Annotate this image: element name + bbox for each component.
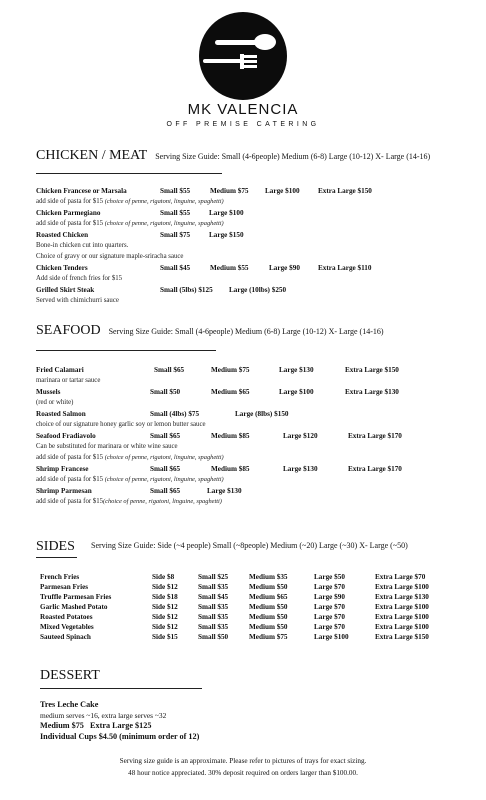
item-price: Extra Large $170 [348,465,402,473]
section-rule [36,557,77,558]
side-item-name: Truffle Parmesan Fries [40,593,112,601]
item-price: Extra Large $150 [318,187,372,195]
item-price: Small $65 [150,465,181,473]
side-item-price: Small $35 [198,583,229,591]
item-price: Small $45 [160,264,191,272]
item-price: Small $55 [160,209,191,217]
item-price: Medium $85 [211,465,250,473]
dessert-cups: Individual Cups $4.50 (minimum order of 12) [40,732,200,741]
side-item-name: Roasted Potatoes [40,613,93,621]
side-item-price: Extra Large $70 [375,573,426,581]
item-note: (red or white) [36,399,74,406]
serving-guide: Serving Size Guide: Small (4-6people) Medium (6-8) Large (10-12) X- Large (14-16) [155,152,431,161]
item-price: Medium $75 [211,366,250,374]
item-price: Large (8lbs) $150 [235,410,289,418]
item-price: Large $100 [265,187,300,195]
side-item-price: Medium $50 [249,583,288,591]
side-item-price: Extra Large $100 [375,583,429,591]
side-item-price: Small $35 [198,623,229,631]
side-item-name: Sauteed Spinach [40,633,91,641]
footer-note: Serving size guide is an approximate. Please refer to pictures of trays for exact sizing. [119,757,367,765]
side-item-price: Extra Large $100 [375,613,429,621]
item-note: add side of pasta for $15 (choice of penne, rigatoni, linguine, spaghetti) [36,220,224,227]
sides-header [36,537,75,555]
item-name: Seafood Fradiavolo [36,432,96,440]
side-item-price: Side $12 [152,603,178,611]
item-price: Extra Large $110 [318,264,372,272]
side-item-price: Small $35 [198,613,229,621]
item-name: Shrimp Parmesan [36,487,92,495]
item-name: Roasted Salmon [36,410,86,418]
side-item-price: Small $50 [198,633,229,641]
item-name: Chicken Francese or Marsala [36,187,127,195]
item-price: Medium $65 [211,388,250,396]
fork-knife-spoon-logo [197,10,289,102]
item-price: Large (10lbs) $250 [229,286,287,294]
side-item-name: French Fries [40,573,80,581]
item-note: add side of pasta for $15 (choice of penne, rigatoni, linguine, spaghetti) [36,198,224,205]
item-note: Choice of gravy or our signature maple-sriracha sauce [36,253,184,260]
section-title: SIDES [36,539,75,554]
item-price: Large $150 [209,231,244,239]
side-item-price: Large $100 [314,633,349,641]
side-item-price: Extra Large $100 [375,603,429,611]
side-item-price: Large $70 [314,623,345,631]
side-item-price: Side $12 [152,623,178,631]
item-price: Large $130 [207,487,242,495]
item-price: Small $75 [160,231,191,239]
item-price: Small $65 [154,366,185,374]
item-price: Extra Large $130 [345,388,399,396]
side-item-price: Large $70 [314,613,345,621]
item-price: Large $100 [279,388,314,396]
item-price: Large $100 [209,209,244,217]
side-item-price: Large $50 [314,573,345,581]
dessert-price: Medium $75 Extra Large $125 [40,721,152,730]
item-price: Large $130 [283,465,318,473]
item-note: add side of pasta for $15 (choice of penne, rigatoni, linguine, spaghetti) [36,476,224,483]
section-title: DESSERT [40,668,100,683]
item-name: Chicken Parmegiano [36,209,101,217]
side-item-price: Extra Large $100 [375,623,429,631]
footer-note: 48 hour notice appreciated. 30% deposit required on orders larger than $100.00. [128,769,358,777]
side-item-name: Mixed Vegetables [40,623,94,631]
item-price: Small $55 [160,187,191,195]
item-name: Shrimp Francese [36,465,89,473]
section-rule [40,688,202,689]
item-note: marinara or tartar sauce [36,377,101,384]
item-note: Can be substituted for marinara or white wine sauce [36,443,178,450]
item-note: add side of pasta for $15 (choice of penne, rigatoni, linguine, spaghetti) [36,454,224,461]
item-price: Small (4lbs) $75 [150,410,200,418]
side-item-price: Medium $50 [249,613,288,621]
dessert-name: Tres Leche Cake [40,700,99,709]
item-note: add side of pasta for $15(choice of penne, rigatoni, linguine, spaghetti) [36,498,222,505]
side-item-price: Large $90 [314,593,345,601]
side-item-price: Extra Large $150 [375,633,429,641]
item-price: Medium $55 [210,264,249,272]
section-title: SEAFOOD [36,323,101,338]
brand-name: MK VALENCIA [187,101,299,118]
item-price: Small $65 [150,487,181,495]
section-rule [36,350,216,351]
side-item-price: Small $45 [198,593,229,601]
side-item-price: Medium $35 [249,573,288,581]
side-item-price: Side $15 [152,633,178,641]
side-item-price: Medium $65 [249,593,288,601]
item-price: Large $90 [269,264,300,272]
side-item-price: Medium $50 [249,623,288,631]
side-item-price: Side $18 [152,593,178,601]
side-item-name: Garlic Mashed Potato [40,603,108,611]
item-name: Chicken Tenders [36,264,88,272]
side-item-price: Small $35 [198,603,229,611]
item-price: Medium $85 [211,432,250,440]
side-item-name: Parmesan Fries [40,583,89,591]
item-price: Extra Large $170 [348,432,402,440]
side-item-price: Side $12 [152,613,178,621]
item-note: Served with chimichurri sauce [36,297,119,304]
item-name: Mussels [36,388,61,396]
side-item-price: Small $25 [198,573,229,581]
brand-tagline: OFF PREMISE CATERING [166,121,320,128]
item-price: Extra Large $150 [345,366,399,374]
side-item-price: Side $12 [152,583,178,591]
chicken-header [36,146,430,164]
item-note: Bone-in chicken cut into quarters. [36,242,129,249]
serving-guide: Serving Size Guide: Side (~4 people) Small (~8people) Medium (~20) Large (~30) X- Large (~50) [91,541,408,550]
item-price: Small (5lbs) $125 [160,286,213,294]
side-item-price: Medium $75 [249,633,288,641]
item-name: Roasted Chicken [36,231,89,239]
side-item-price: Medium $50 [249,603,288,611]
item-note: choice of our signature honey garlic soy or lemon butter sauce [36,421,206,428]
side-item-price: Extra Large $130 [375,593,429,601]
item-name: Fried Calamari [36,366,84,374]
item-note: Add side of french fries for $15 [36,275,123,282]
item-price: Small $50 [150,388,181,396]
side-item-price: Large $70 [314,603,345,611]
item-price: Medium $75 [210,187,249,195]
side-item-price: Large $70 [314,583,345,591]
item-price: Large $130 [279,366,314,374]
item-price: Small $65 [150,432,181,440]
item-price: Large $120 [283,432,318,440]
dessert-note: medium serves ~16, extra large serves ~32 [40,711,167,720]
side-item-price: Side $8 [152,573,175,581]
section-rule [36,173,222,174]
section-title: CHICKEN / MEAT [36,148,148,163]
serving-guide: Serving Size Guide: Small (4-6people) Medium (6-8) Large (10-12) X- Large (14-16) [108,327,384,336]
seafood-header [36,321,384,339]
item-name: Grilled Skirt Steak [36,286,95,294]
